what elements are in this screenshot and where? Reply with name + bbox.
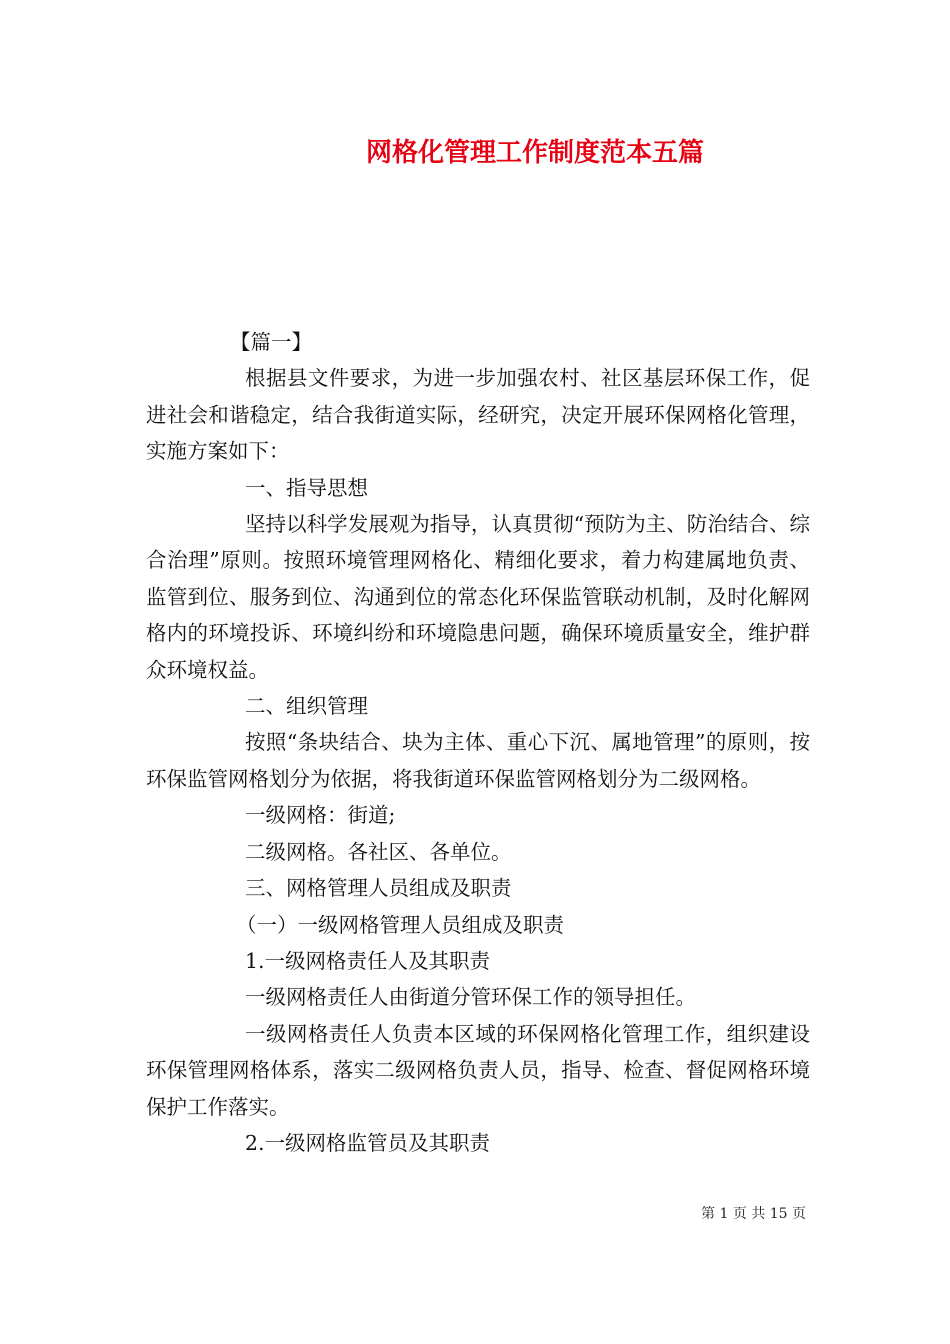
paragraph-leader-duties: 一级网格责任人负责本区域的环保网格化管理工作，组织建设环保管理网格体系，落实二级网格负责人员，指导、检查、督促网格环境保护工作落实。 [146, 1021, 810, 1119]
paragraph-guiding-ideology: 坚持以科学发展观为指导，认真贯彻“预防为主、防治结合、综合治理”原则。按照环境管理网格化、精细化要求，着力构建属地负责、监管到位、服务到位、沟通到位的常态化环保监管联动机制，及时化解网格内的环境投诉、环境纠纷和环境隐患问题，确保环境质量安全，维护群众环境权益。 [146, 512, 810, 682]
heading-organization: 二、组织管理 [245, 694, 368, 719]
page-number-footer: 第 1 页 共 15 页 [701, 1206, 806, 1222]
heading-grid-personnel: 三、网格管理人员组成及职责 [245, 876, 512, 901]
list-item-level-two-grid: 二级网格。各社区、各单位。 [245, 839, 512, 864]
heading-guiding-ideology: 一、指导思想 [245, 475, 368, 500]
paragraph-organization: 按照“条块结合、块为主体、重心下沉、属地管理”的原则，按环保监管网格划分为依据，将我街道环保监管网格划分为二级网格。 [146, 730, 810, 791]
paragraph-intro: 根据县文件要求，为进一步加强农村、社区基层环保工作，促进社会和谐稳定，结合我街道实际，经研究，决定开展环保网格化管理，实施方案如下： [146, 366, 810, 464]
document-body [146, 324, 810, 1161]
subheading-level-one-leader: 1.一级网格责任人及其职责 [245, 948, 491, 973]
document-title: 网格化管理工作制度范本五篇 [365, 138, 704, 168]
paragraph-leader-appointment: 一级网格责任人由街道分管环保工作的领导担任。 [245, 985, 696, 1010]
list-item-level-one-grid: 一级网格：街道; [245, 803, 396, 828]
section-label: 【篇一】 [230, 330, 312, 354]
subheading-level-one-personnel: （一）一级网格管理人员组成及职责 [236, 912, 564, 937]
subheading-level-one-supervisor: 2.一级网格监管员及其职责 [245, 1130, 491, 1155]
